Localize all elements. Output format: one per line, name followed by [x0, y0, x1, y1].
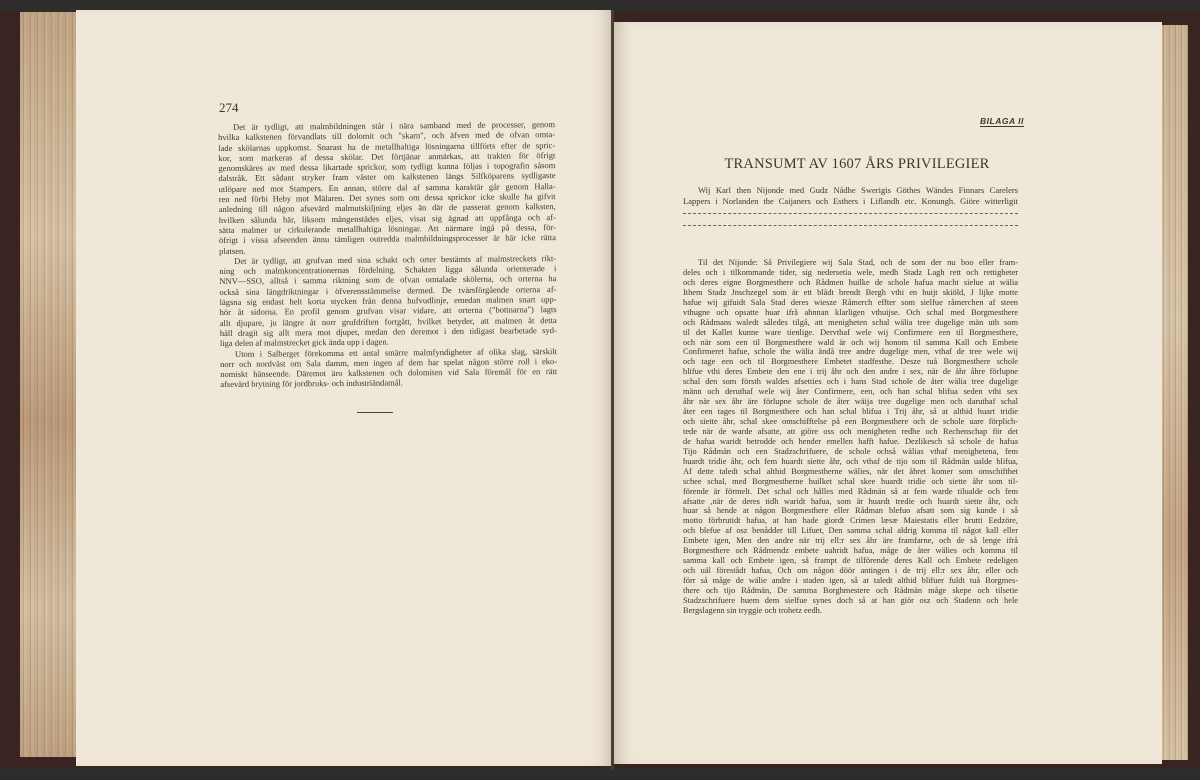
text-line: och när som een til Borgmesthere wald är och wij honom til samma Kall och Embete: [683, 337, 1018, 347]
text-line: utlöpare ned mot Stampers. En annan, större dal af samma karaktär går genom Halla-: [218, 180, 556, 194]
text-line: norr och nordväst om Sala damm, men ingen af dem har spelat någon större roll i eko-: [220, 355, 558, 369]
text-line: genomskäres av med dessa likartade sprickor, som tydligt kunna följas i topografin såsom: [218, 160, 556, 174]
text-line: afsatte ,när de deres tidh waridt hafua, som är huardt tredie och huardt siette åhr, och: [683, 496, 1018, 506]
text-line: schee schal, med Borgmestherne huilket schal skee huardt tridie och siette åhr som til-: [683, 476, 1018, 486]
page-edges-right: [1160, 25, 1188, 760]
text-line: dalstråk. Ett sådant stryker fram väster om kalkstenen längs Silfköparens sydligaste: [218, 170, 556, 184]
text-line: och Rådmans waledt således tilgå, att menigheten schal wälia tree dugelige män uth som: [683, 317, 1018, 327]
text-line: til det Kallet kunne ware tienlige. Dervthaf wele wij Confirmere een til Borgmesthere,: [683, 327, 1018, 337]
text-line: åter een tages til Borgmesthere och han schal blifua i Trij åhr, så at althid huart tridie: [683, 407, 1018, 417]
text-line: allt djupare, ju längre åt norr grufdriften fortgått, hvilket betyder, att malmen åt detta: [219, 314, 557, 328]
text-line: Utom i Salberget förekomma ett antal smärre malmfyndigheter af olika slag, särskilt: [234, 345, 558, 359]
text-line: också sina längdriktningar i öfverensstämmelse dermed. De tvärsförgående orterna af-: [219, 283, 557, 297]
text-line: Bergslagenn sin tryggie och trohetz eedh.: [683, 605, 822, 615]
text-line: nomiskt hänseende. Däremot äro kalkstenen och dolomiten vid Sala föremål för en rätt: [220, 366, 558, 380]
text-line: sätta malmer ur cirkulerande metallhaltiga lösningar. Att närmare ingå på dessa, för-: [218, 222, 556, 235]
text-line: Wij Karl then Nijonde med Gudz Nådhe Swerigis Göthes Wändes Finnars Carelers: [698, 185, 1018, 195]
text-line: lägsna sig endast helt korta stycken från denna hufvudlinje, emedan malmen snart upp-: [219, 294, 557, 308]
text-line: hvilken sålunda här, liksom mångenstädes eljes, visat sig ägnad att uppfånga och af-: [218, 211, 556, 225]
ellipsis-dash-line: [683, 225, 1018, 226]
ellipsis-dash-line: [683, 213, 1018, 214]
text-line: och siette åhr, schal skee omschifftelse på een Borgmesthere och de schole uare förplich-: [683, 417, 1018, 426]
text-line: och tage een och til Borgmesthere Embetet stadfesthe. Desze tuå Borgmesthere schole: [683, 357, 1018, 367]
page-edges-left: [20, 12, 76, 757]
text-line: there och tijo Rådmän, De samma Borghmestere och Rådmän måge skepe och tilsetie: [683, 585, 1018, 595]
text-line: hör åt sidorna. En profil genom grufvan visar vidare, att orterna ("bottnarna") lagts: [219, 304, 557, 318]
text-line: förr så måge de wälie andre i staden igen, så at taledt althid blifuer fuldt tuå Borgmes-: [683, 576, 1018, 585]
text-line: Det är tydligt, att grufvan med sina schakt och orter bestämts af malmstreckets rikt-: [234, 252, 557, 266]
text-line: Lappers i Norlanden the Caijaners och Esthers i Liflandh etc. Konungh. Giöre witterligit: [683, 196, 1018, 206]
text-line: Det är tydligt, att malmbildningen står i nära samband med de processer, genom: [232, 119, 556, 132]
text-line: samma kall och Embete igen, så frampt de tilförende deres Kall och Embete redeligen: [683, 556, 1018, 566]
text-line: Confirmeret hafue, schole the wälia ändå tree andre dugelige men, vthaf de tree wele wij: [683, 347, 1018, 357]
text-line: Embete igen, Men den andre när trij ell:r sex åhr äre framfarne, och de så lenge ifrå: [683, 536, 1018, 546]
text-line: Stadzschrifuere huem dem sielfue synes doch så at han giör osz och Stadenn och hele: [683, 595, 1018, 605]
text-line: NNV—SSO, alltså i samma riktning som de ofvan omtalade skölerna, och orterna ha: [219, 273, 557, 287]
document-title: TRANSUMT AV 1607 ÅRS PRIVILEGIER: [724, 156, 990, 172]
text-line: anledning till någon afsevärd malmutskiljning eljes än där de passerat genom kalksten,: [218, 201, 556, 215]
text-line: männ och deruthaf wele wij åter Confirmere, een, och han schal blifua seden vthi sex: [683, 387, 1018, 397]
text-line: Tijo Rådmän och een Stadzschrifuere, de schole ochså wälias vthaf menighetena, fem: [683, 446, 1018, 456]
text-line: förende är förmelt. Det schal och hålles med Rådmän så at fem warde tilualde och fem: [683, 486, 1018, 496]
text-line: vthugne och opsatte huar ifrå ahnnan klarligen vthuijse. Och schal med Borgmesthere: [683, 307, 1018, 317]
text-line: ning och malmkoncentrationernas fördelning. Schakten ligga sålunda orienterade i: [219, 263, 557, 277]
text-line: och uäl förestådt hafua, Och om någon döör antingen i de trij ell:r sex åhr, eller och: [683, 566, 1018, 576]
text-line: och deres eigne Borgmesthere och Rådmen huilke de schole hafua macht sielue at wälia: [683, 277, 1018, 287]
text-line: afsevärd brytning för jordbruks- och industriändamål.: [220, 377, 404, 390]
text-line: Ithem Stadz Jnschzegel som är ett blådt brendt Bergh vthi en huijt skiöld, J lijke motte: [683, 287, 1018, 297]
text-line: motto förbrutidt hafua, at han hade giordt Crimen læsæ Maiestatis eller brutti Eedzöre,: [683, 516, 1018, 526]
text-line: platsen.: [219, 245, 246, 256]
text-line: öfrigt i vissa afseenden ännu tämligen outredda malmbildningsprocesser är här icke rätta: [218, 232, 557, 246]
text-line: huar så hende at någon Borgmesthere eller Rådman blefuo afsatt som sig kunde i så: [683, 506, 1018, 516]
appendix-header: BILAGA II: [980, 116, 1024, 126]
text-line: de hafua waridt betrodde och hender emellen hafft hafue. Dezlikesch så schole de hafua: [683, 436, 1018, 446]
text-line: håll dragit sig allt mera mot djupet, medan den deremot i den tidigast bearbetade syd-: [219, 324, 557, 338]
text-line: kor, som markeras af dessa skölar. Det förtjänar anmärkas, att trakten för öfrigt: [218, 149, 556, 163]
text-line: blifue vthi deres Embete den ene i trij åhr och den andre i sex, när de åhr åhre förlupne: [683, 367, 1018, 377]
text-line: Af dette taledt schal althid Borgmestherne wälies, när det åhret komer som omschifthet: [683, 466, 1018, 476]
text-line: ren ned förbi Heby mot Mälaren. Det synes som om dessa sprickor icke skulle ha gifvit: [218, 191, 556, 205]
text-line: lade skölarnas uppkomst. Snarast ha de metallhaltiga lösningarna tillförts efter de spric-: [218, 139, 556, 153]
text-line: tede när de warde afsatte, att giöre oss och menigheten redhe och Rechenschap för det: [683, 426, 1018, 436]
text-line: schal den som försth waldes afsetties och i hans Stad schole de åter wälia tree dugelige: [683, 377, 1018, 387]
text-line: och blefue af osz benådder till Lifuet, Den samma schal aldrig komma til något kall eller: [683, 526, 1018, 536]
text-line: åhr när sex åhr äre förlupne schole de åter wäija tree dugelige men och daruthaf schal: [683, 397, 1018, 407]
privilege-text: [683, 258, 1018, 616]
text-line: Til det Nijonde: Så Privilegiere wij Sala Stad, och de som der nu boo eller fram-: [698, 258, 1018, 267]
text-line: liga delen af malmstrecket gick ända upp i dagen.: [219, 336, 389, 349]
page-number: 274: [219, 100, 239, 115]
intro-text: [683, 185, 1018, 207]
left-page-text: [218, 119, 557, 390]
text-line: hafue wij gifuidt Sala Stad deres wiesze Råmerch effter som sielfue råmerchen af steen: [683, 297, 1018, 307]
text-line: huardt tridie åhr, och fem huardt siette åhr, och vthaf de tijo som til Rådmän ualde blifua,: [683, 456, 1018, 466]
book-gutter: [611, 10, 614, 770]
text-line: Borgmesthere och Rådmendz embete uahridt hafua, måge de åter wälies och komma til: [683, 546, 1018, 556]
section-end-rule: [357, 412, 393, 413]
text-line: deles och i tilkommande tider, sig nedersetia wele, medh Stadz Lagh rett och rettigheter: [683, 267, 1018, 277]
text-line: hvilka kalkstenen förvandlats till dolomit och "skarn", och äfven med de ofvan omta-: [218, 129, 556, 143]
